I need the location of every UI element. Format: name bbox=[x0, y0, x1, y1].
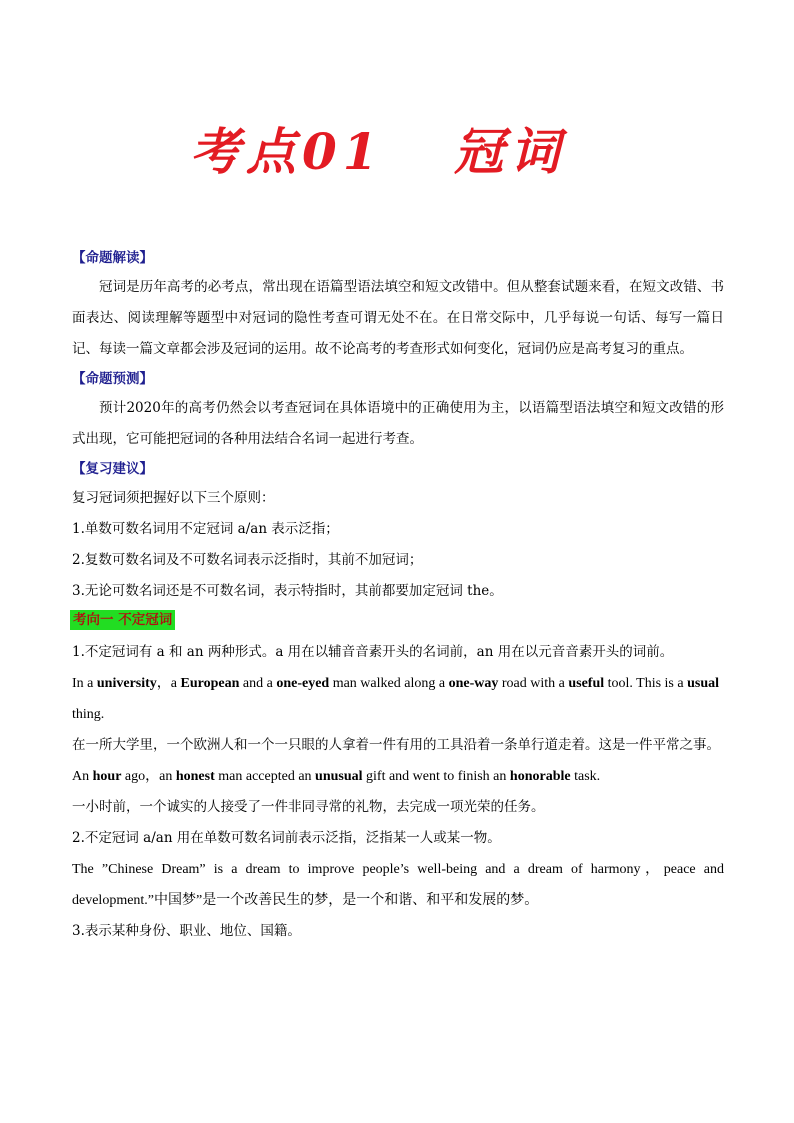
example-2 bbox=[72, 761, 724, 792]
example-2-keyword: honest bbox=[175, 769, 215, 784]
example-1-translation: 在一所大学里，一个欧洲人和一个一只眼的人拿着一件有用的工具沿着一条单行道走着。这是一件平常之事。 bbox=[72, 737, 720, 753]
example-1-keyword: one-way bbox=[448, 676, 499, 691]
example-2-keyword: unusual bbox=[315, 769, 363, 784]
advice-item-2: 2.复数可数名词及不可数名词表示泛指时，其前不加冠词； bbox=[72, 552, 423, 568]
prediction-text: 预计2020年的高考仍然会以考查冠词在具体语境中的正确使用为主，以语篇型语法填空和短文改错的形式出现，它可能把冠词的各种用法结合名词一起进行考查。 bbox=[72, 400, 724, 447]
example-1-keyword: European bbox=[180, 676, 240, 691]
example-2-translation: 一小时前，一个诚实的人接受了一件非同寻常的礼物，去完成一项光荣的任务。 bbox=[72, 799, 545, 815]
example-3: The ”Chinese Dream” is a dream to improve people’s well-being and a dream of harmony，peace and development.”中国梦”是一个改善民生的梦，是一个和谐、和平和发展的梦。 bbox=[72, 862, 724, 908]
example-1-text: man walked along a bbox=[329, 676, 449, 691]
advice-item-3: 3.无论可数名词还是不可数名词，表示特指时，其前都要加定冠词 the。 bbox=[72, 583, 503, 599]
example-2-text: ago，an bbox=[121, 769, 176, 784]
heading-prediction: 【命题预测】 bbox=[72, 371, 153, 387]
example-1-text: and a bbox=[239, 676, 277, 691]
example-1-keyword: university bbox=[96, 676, 157, 691]
example-1-text: tool. This is a bbox=[604, 676, 688, 691]
example-1-keyword: useful bbox=[568, 676, 605, 691]
content-body bbox=[72, 244, 724, 947]
example-1-text: In a bbox=[72, 676, 97, 691]
example-1-keyword: usual bbox=[687, 676, 720, 691]
example-1-text: road with a bbox=[498, 676, 569, 691]
topic-label: 考向一 不定冠词 bbox=[70, 610, 175, 630]
topic-label-row bbox=[70, 609, 724, 635]
page-title: 考点01 冠词 bbox=[190, 122, 566, 181]
rule-1: 1.不定冠词有 a 和 an 两种形式。a 用在以辅音音素开头的名词前，an 用在以元音音素开头的词前。 bbox=[72, 644, 674, 660]
example-2-keyword: honorable bbox=[509, 769, 571, 784]
example-1-text: thing. bbox=[72, 707, 105, 722]
example-2-text: gift and went to finish an bbox=[362, 769, 510, 784]
example-2-keyword: hour bbox=[92, 769, 122, 784]
example-1-keyword: one-eyed bbox=[276, 676, 330, 691]
example-2-text: task. bbox=[570, 769, 601, 784]
heading-interpretation: 【命题解读】 bbox=[72, 250, 153, 266]
interpretation-text: 冠词是历年高考的必考点，常出现在语篇型语法填空和短文改错中。但从整套试题来看，在短文改错、书面表达、阅读理解等题型中对冠词的隐性考查可谓无处不在。在日常交际中，几乎每说一句话、每写一篇日记、每读一篇文章都会涉及冠词的运用。故不论高考的考查形式如何变化，冠词仍应是高考复习的重点。 bbox=[72, 279, 724, 357]
rule-2: 2.不定冠词 a/an 用在单数可数名词前表示泛指，泛指某一人或某一物。 bbox=[72, 830, 501, 846]
advice-intro: 复习冠词须把握好以下三个原则： bbox=[72, 490, 275, 506]
example-2-text: man accepted an bbox=[214, 769, 316, 784]
example-1 bbox=[72, 668, 724, 730]
rule-3: 3.表示某种身份、职业、地位、国籍。 bbox=[72, 923, 301, 939]
example-2-text: An bbox=[72, 769, 93, 784]
example-1-text: ，a bbox=[156, 676, 181, 691]
heading-advice: 【复习建议】 bbox=[72, 461, 153, 477]
advice-item-1: 1.单数可数名词用不定冠词 a/an 表示泛指； bbox=[72, 521, 339, 537]
